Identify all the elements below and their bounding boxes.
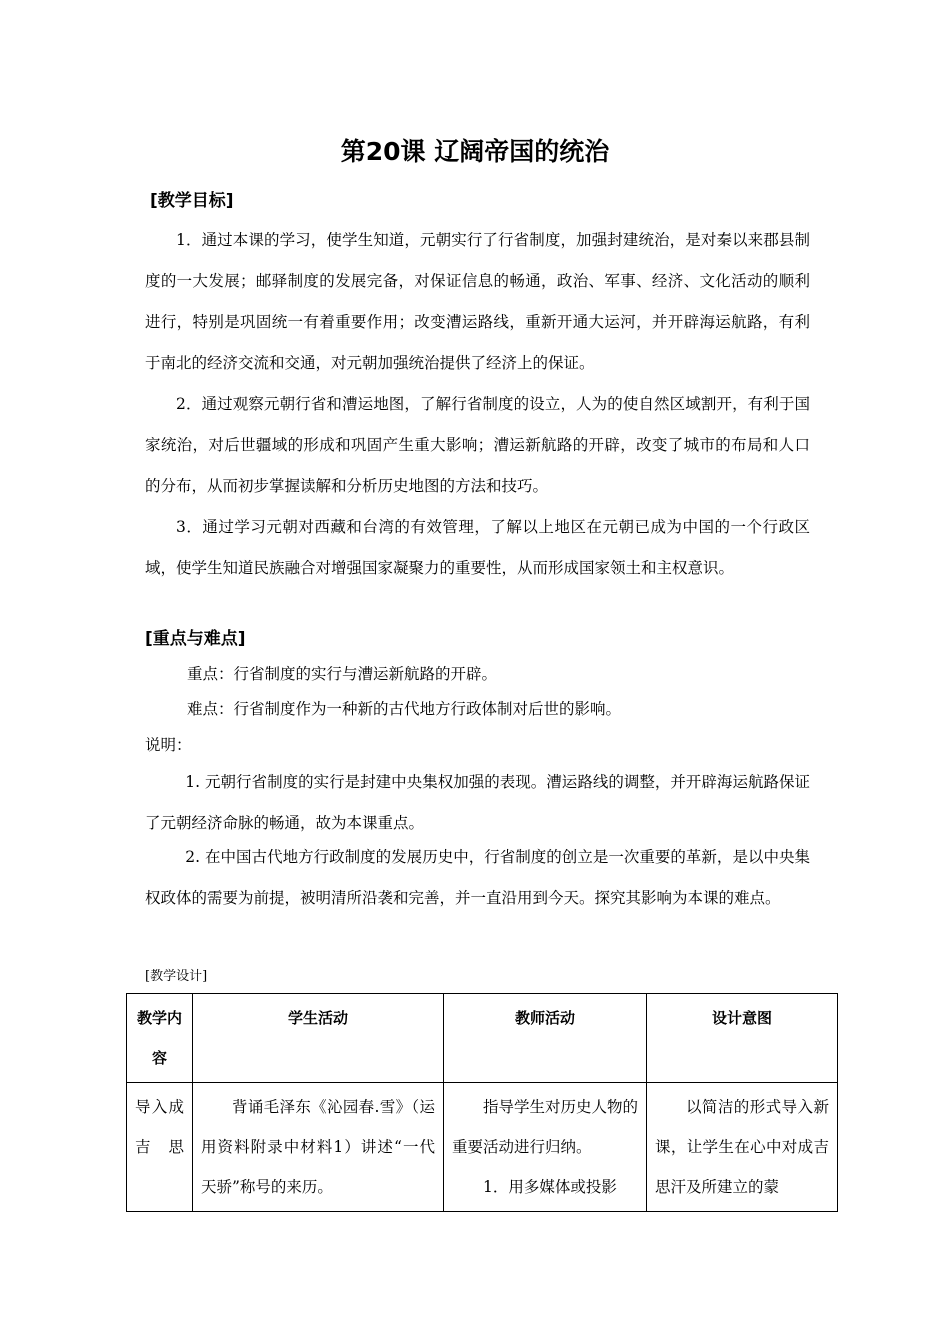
key-point: 重点：行省制度的实行与漕运新航路的开辟。 [187,665,498,683]
note-label: 说明： [145,736,192,754]
note-paragraph-2: 2. 在中国古代地方行政制度的发展历史中，行省制度的创立是一次重要的革新，是以中央集权政体的需要为前提，被明清所沿袭和完善，并一直沿用到今天。探究其影响为本课的难点。 [145,848,810,907]
difficulty-point: 难点：行省制度作为一种新的古代地方行政体制对后世的影响。 [187,700,622,718]
teaching-design-table [126,993,838,1212]
cell-content: 导入成吉思 [127,1083,193,1212]
note-paragraph-1: 1. 元朝行省制度的实行是封建中央集权加强的表现。漕运路线的调整，并开辟海运航路保证了元朝经济命脉的畅通，故为本课重点。 [145,773,810,832]
header-design-intent: 设计意图 [647,994,838,1083]
header-content: 教学内容 [127,994,193,1083]
table-row [127,1083,838,1212]
page-title: 第20课 辽阔帝国的统治 [340,137,610,166]
objective-paragraph-1: 1．通过本课的学习，使学生知道，元朝实行了行省制度，加强封建统治，是对秦以来郡县制度的一大发展；邮驿制度的发展完备，对保证信息的畅通，政治、军事、经济、文化活动的顺利进行，特别是巩固统一有着重要作用；改变漕运路线，重新开通大运河，并开辟海运航路，有利于南北的经济交流和交通，对元朝加强统治提供了经济上的保证。 [145,231,810,372]
key-points-heading: [重点与难点] [145,629,246,649]
header-student-activity: 学生活动 [193,994,444,1083]
objective-paragraph-2: 2．通过观察元朝行省和漕运地图，了解行省制度的设立，人为的使自然区域割开，有利于国家统治，对后世疆域的形成和巩固产生重大影响；漕运新航路的开辟，改变了城市的布局和人口的分布，从而初步掌握读解和分析历史地图的方法和技巧。 [145,395,810,495]
header-teacher-activity: 教师活动 [444,994,647,1083]
cell-teacher-activity [444,1083,647,1212]
cell-design-intent: 以简洁的形式导入新课，让学生在心中对成吉思汗及所建立的蒙 [647,1083,838,1212]
table-header-row [127,994,838,1083]
objectives-heading: [教学目标] [150,191,234,211]
objective-paragraph-3: 3．通过学习元朝对西藏和台湾的有效管理，了解以上地区在元朝已成为中国的一个行政区域，使学生知道民族融合对增强国家凝聚力的重要性，从而形成国家领土和主权意识。 [145,518,810,577]
teacher-activity-step-1: 1．用多媒体或投影 [483,1178,617,1196]
teacher-activity-text: 指导学生对历史人物的重要活动进行归纳。 [452,1098,639,1156]
cell-student-activity: 背诵毛泽东《沁园春.雪》（运用资料附录中材料1）讲述“一代天骄”称号的来历。 [193,1083,444,1212]
design-label: [教学设计] [145,969,208,984]
